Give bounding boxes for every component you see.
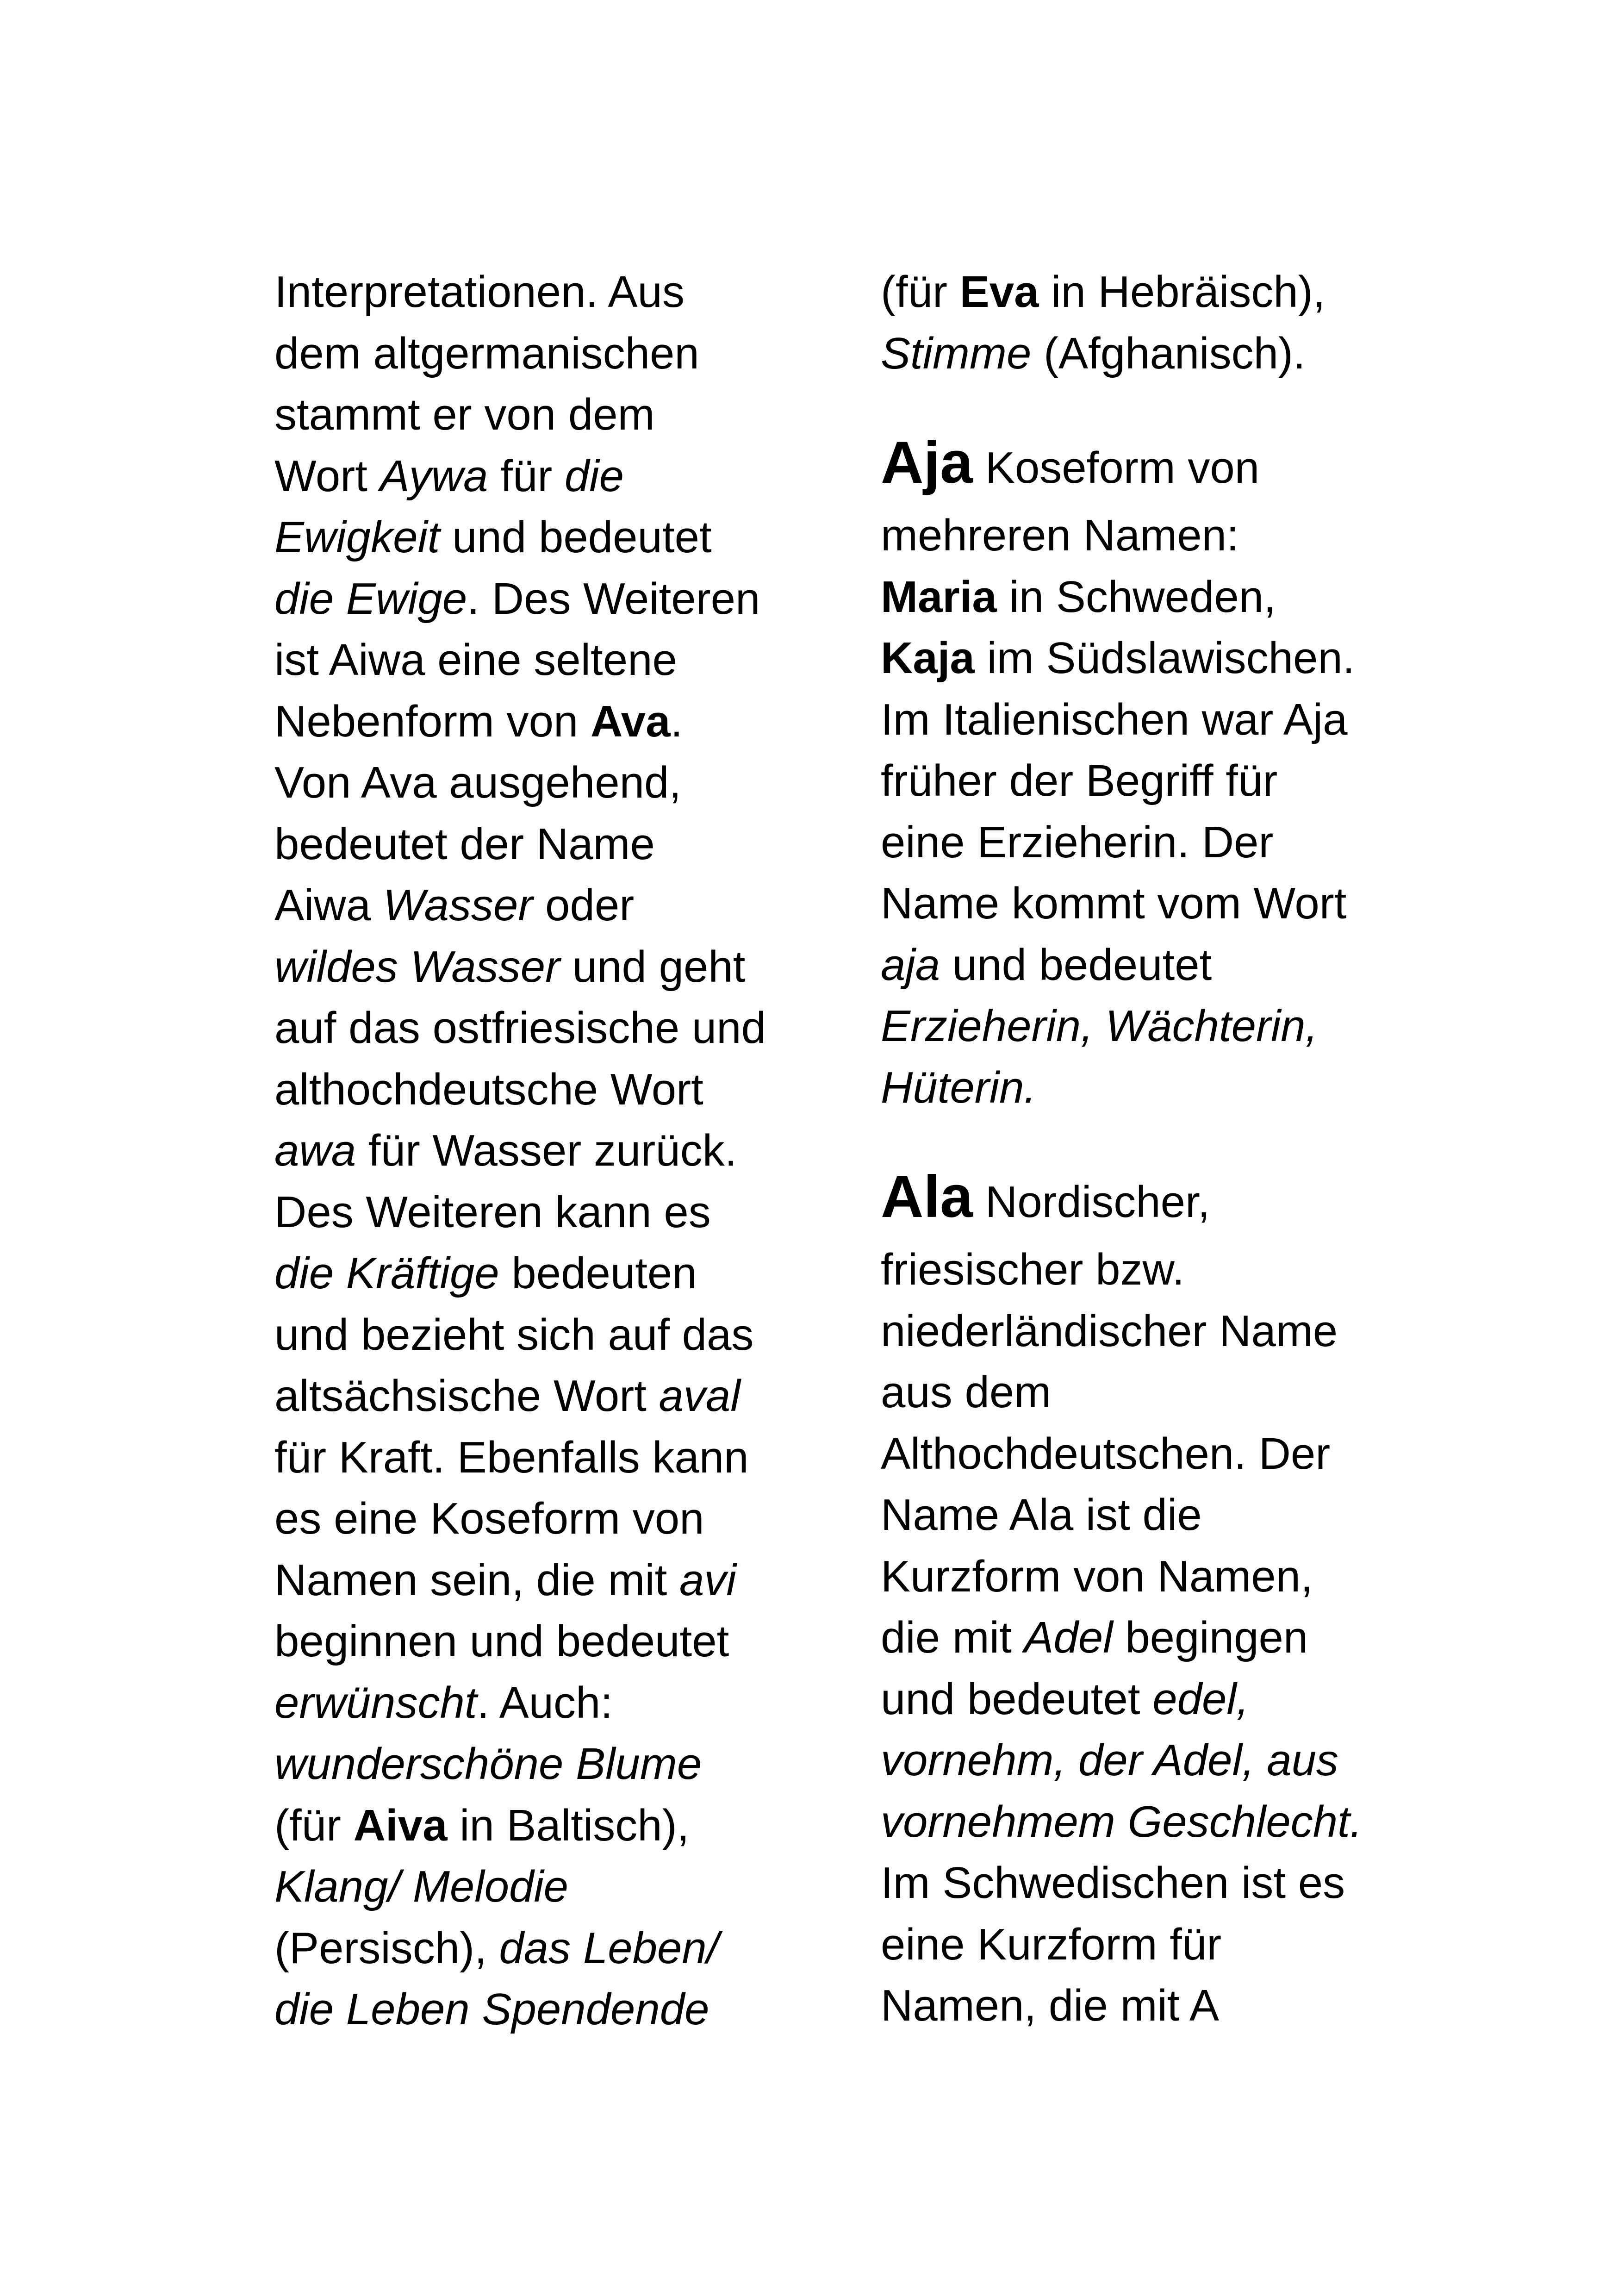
right-column — [881, 262, 1371, 2037]
text-line: die mit Adel begingen — [881, 1613, 1308, 1662]
text-line: erwünscht. Auch: — [274, 1678, 613, 1728]
entry-ala — [881, 1160, 1371, 2037]
entry-aja — [881, 426, 1371, 1118]
text-line: althochdeutsche Wort — [274, 1064, 703, 1114]
text-line: Namen, die mit A — [881, 1981, 1219, 2030]
text-line: Im Italienischen war Aja — [881, 694, 1348, 744]
text-line: Name kommt vom Wort — [881, 879, 1347, 928]
text-line: Maria in Schweden, — [881, 572, 1276, 622]
entry-first-line: Ala Nordischer, — [881, 1164, 1210, 1230]
text-line: eine Erzieherin. Der — [881, 817, 1274, 867]
text-line: (Persisch), das Leben/ — [274, 1923, 719, 1973]
text-line: es eine Koseform von — [274, 1494, 704, 1543]
entry-first-line: Aja Koseform von — [881, 430, 1260, 496]
text-line: awa für Wasser zurück. — [274, 1126, 737, 1175]
text-line: niederländischer Name — [881, 1306, 1338, 1356]
text-line: (für Aiva in Baltisch), — [274, 1800, 690, 1850]
text-line: aja und bedeutet — [881, 940, 1212, 990]
text-line: friesischer bzw. — [881, 1245, 1185, 1294]
text-line: mehreren Namen: — [881, 511, 1239, 560]
text-line: Namen sein, die mit avi — [274, 1555, 736, 1605]
headword: Ala — [881, 1164, 973, 1230]
text-line: Hüterin. — [881, 1062, 1037, 1112]
text-line: für Kraft. Ebenfalls kann — [274, 1432, 749, 1482]
text-line: und bedeutet edel, — [881, 1674, 1249, 1724]
text-line: Name Ala ist die — [881, 1490, 1202, 1540]
text-line: Des Weiteren kann es — [274, 1187, 711, 1237]
text-line: (für Eva in Hebräisch), — [881, 267, 1326, 317]
text-line: Stimme (Afghanisch). — [881, 328, 1306, 378]
text-line: Von Ava ausgehend, — [274, 758, 682, 807]
text-line: stammt er von dem — [274, 390, 655, 439]
text-line: auf das ostfriesische und — [274, 1003, 766, 1053]
text-line: und bezieht sich auf das — [274, 1310, 754, 1360]
text-line: die Ewige. Des Weiteren — [274, 574, 760, 624]
text-line: vornehmem Geschlecht. — [881, 1797, 1363, 1847]
text-line: Nebenform von Ava. — [274, 696, 683, 746]
text-line: aus dem — [881, 1367, 1052, 1417]
text-line: Im Schwedischen ist es — [881, 1858, 1345, 1908]
text-line: Ewigkeit und bedeutet — [274, 512, 712, 562]
headword: Aja — [881, 430, 973, 496]
text-line: Interpretationen. Aus — [274, 267, 685, 317]
text-line: früher der Begriff für — [881, 756, 1278, 805]
text-line: Kurzform von Namen, — [881, 1551, 1313, 1601]
text-line: die Leben Spendende — [274, 1984, 709, 2034]
text-line: vornehm, der Adel, aus — [881, 1735, 1338, 1785]
text-line: wildes Wasser und geht — [274, 942, 746, 992]
text-line: wunderschöne Blume — [274, 1739, 702, 1789]
text-line: beginnen und bedeutet — [274, 1616, 729, 1666]
text-line: ist Aiwa eine seltene — [274, 635, 677, 685]
text-line: Aiwa Wasser oder — [274, 880, 635, 930]
text-line: bedeutet der Name — [274, 819, 655, 869]
left-column — [274, 262, 793, 2040]
text-line: Klang/ Melodie — [274, 1862, 569, 1911]
text-line: Kaja im Südslawischen. — [881, 633, 1355, 683]
text-line: Althochdeutschen. Der — [881, 1429, 1331, 1479]
text-line: Wort Aywa für die — [274, 451, 624, 501]
text-line: dem altgermanischen — [274, 328, 699, 378]
text-line: die Kräftige bedeuten — [274, 1248, 697, 1298]
text-line: Erzieherin, Wächterin, — [881, 1001, 1318, 1051]
text-line: altsächsische Wort aval — [274, 1371, 741, 1421]
text-line: eine Kurzform für — [881, 1919, 1222, 1969]
